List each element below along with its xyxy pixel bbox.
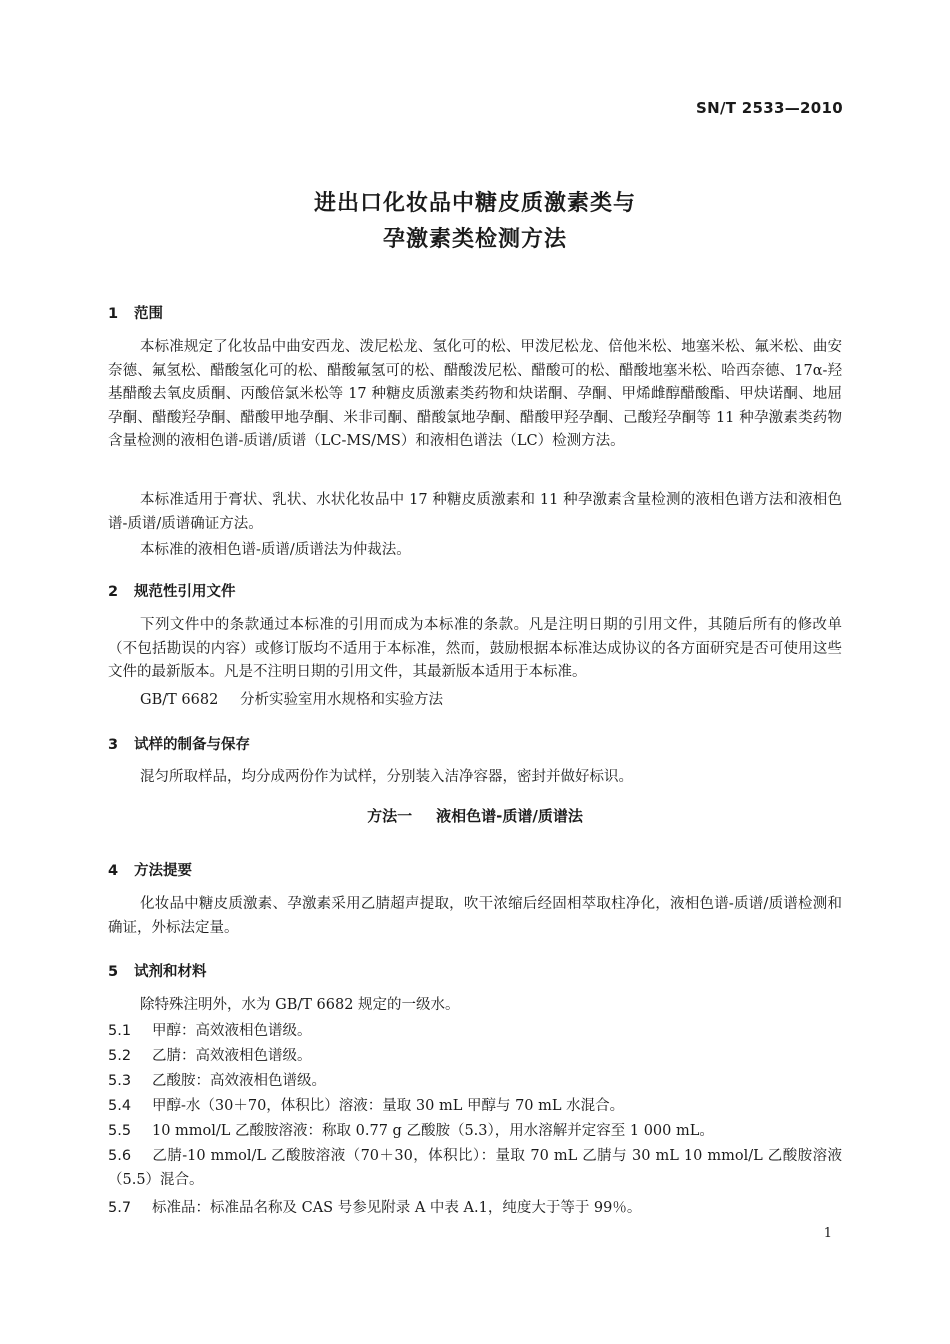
section-4-heading	[108, 859, 192, 880]
section-number: 5	[108, 964, 119, 980]
item-number: 5.2	[108, 1048, 132, 1064]
section-2-heading	[108, 580, 236, 601]
section-4-paragraph-1: 化妆品中糖皮质激素、孕激素采用乙腈超声提取，吹干浓缩后经固相萃取柱净化，液相色谱-质谱/质谱检测和确证，外标法定量。	[108, 896, 842, 936]
reference-title: 分析实验室用水规格和实验方法	[240, 692, 443, 708]
reagent-item	[108, 1145, 842, 1192]
item-text: 乙酸胺：高效液相色谱级。	[152, 1073, 326, 1089]
section-1-paragraph-1: 本标准规定了化妆品中曲安西龙、泼尼松龙、氢化可的松、甲泼尼松龙、倍他米松、地塞米松、氟米松、曲安奈德、氟氢松、醋酸氢化可的松、醋酸氟氢可的松、醋酸泼尼松、醋酸可的松、醋酸地塞米松、哈西奈德、17α-羟基醋酸去氧皮质酮、丙酸倍氯米松等 17 种糖皮质激素类药物和炔诺酮、孕酮、甲烯雌醇醋酸酯、甲炔诺酮、地屈孕酮、醋酸羟孕酮、醋酸甲地孕酮、米非司酮、醋酸氯地孕酮、醋酸甲羟孕酮、己酸羟孕酮等 11 种孕激素类药物含量检测的液相色谱-质谱/质谱（LC-MS/MS）和液相色谱法（LC）检测方法。	[108, 339, 842, 450]
item-number: 5.1	[108, 1023, 132, 1039]
section-title: 范围	[134, 306, 163, 322]
section-number: 3	[108, 737, 119, 753]
item-number: 5.3	[108, 1073, 132, 1089]
reagent-item	[108, 1045, 312, 1069]
section-number: 4	[108, 863, 119, 879]
section-title: 试样的制备与保存	[134, 737, 250, 753]
item-text: 标准品：标准品名称及 CAS 号参见附录 A 中表 A.1，纯度大于等于 99％。	[152, 1200, 642, 1216]
item-number: 5.4	[108, 1098, 132, 1114]
document-title-line-1: 进出口化妆品中糖皮质激素类与	[313, 191, 636, 216]
reagent-item	[108, 1197, 641, 1221]
section-1-heading	[108, 302, 163, 323]
section-5-intro: 除特殊注明外，水为 GB/T 6682 规定的一级水。	[140, 997, 460, 1013]
item-number: 5.6	[108, 1148, 132, 1164]
section-3-paragraph-1: 混匀所取样品，均分成两份作为试样，分别装入洁净容器，密封并做好标识。	[140, 769, 633, 785]
item-number: 5.5	[108, 1123, 132, 1139]
section-2-paragraph-1: 下列文件中的条款通过本标准的引用而成为本标准的条款。凡是注明日期的引用文件，其随后所有的修改单（不包括勘误的内容）或修订版均不适用于本标准，然而，鼓励根据本标准达成协议的各方面研究是否可使用这些文件的最新版本。凡是不注明日期的引用文件，其最新版本适用于本标准。	[108, 617, 842, 681]
item-text: 甲醇：高效液相色谱级。	[152, 1023, 312, 1039]
section-5-heading	[108, 960, 207, 981]
section-number: 1	[108, 306, 119, 322]
standard-code: SN/T 2533—2010	[696, 99, 843, 117]
item-number: 5.7	[108, 1200, 132, 1216]
method-title: 液相色谱-质谱/质谱法	[436, 807, 583, 825]
method-heading	[0, 805, 950, 826]
normative-reference	[140, 689, 443, 713]
reference-code: GB/T 6682	[140, 692, 219, 708]
reagent-item	[108, 1120, 714, 1144]
reagent-item	[108, 1070, 326, 1094]
document-title-line-2: 孕激素类检测方法	[382, 227, 567, 252]
section-title: 试剂和材料	[134, 964, 207, 980]
item-text: 乙腈：高效液相色谱级。	[152, 1048, 312, 1064]
section-number: 2	[108, 584, 119, 600]
page-number: 1	[823, 1226, 832, 1241]
item-text: 10 mmol/L 乙酸胺溶液：称取 0.77 g 乙酸胺（5.3），用水溶解并定容至 1 000 mL。	[152, 1123, 714, 1139]
method-name: 方法一	[367, 807, 413, 825]
section-1-paragraph-3: 本标准的液相色谱-质谱/质谱法为仲裁法。	[140, 542, 411, 558]
section-title: 规范性引用文件	[134, 584, 236, 600]
section-3-heading	[108, 733, 250, 754]
section-title: 方法提要	[134, 863, 192, 879]
reagent-item	[108, 1020, 312, 1044]
item-text: 甲醇-水（30＋70，体积比）溶液：量取 30 mL 甲醇与 70 mL 水混合。	[152, 1098, 625, 1114]
section-1-paragraph-2: 本标准适用于膏状、乳状、水状化妆品中 17 种糖皮质激素和 11 种孕激素含量检测的液相色谱方法和液相色谱-质谱/质谱确证方法。	[108, 492, 842, 532]
item-text: 乙腈-10 mmol/L 乙酸胺溶液（70＋30，体积比）：量取 70 mL 乙腈与 30 mL 10 mmol/L 乙酸胺溶液（5.5）混合。	[108, 1148, 842, 1188]
reagent-item	[108, 1095, 624, 1119]
